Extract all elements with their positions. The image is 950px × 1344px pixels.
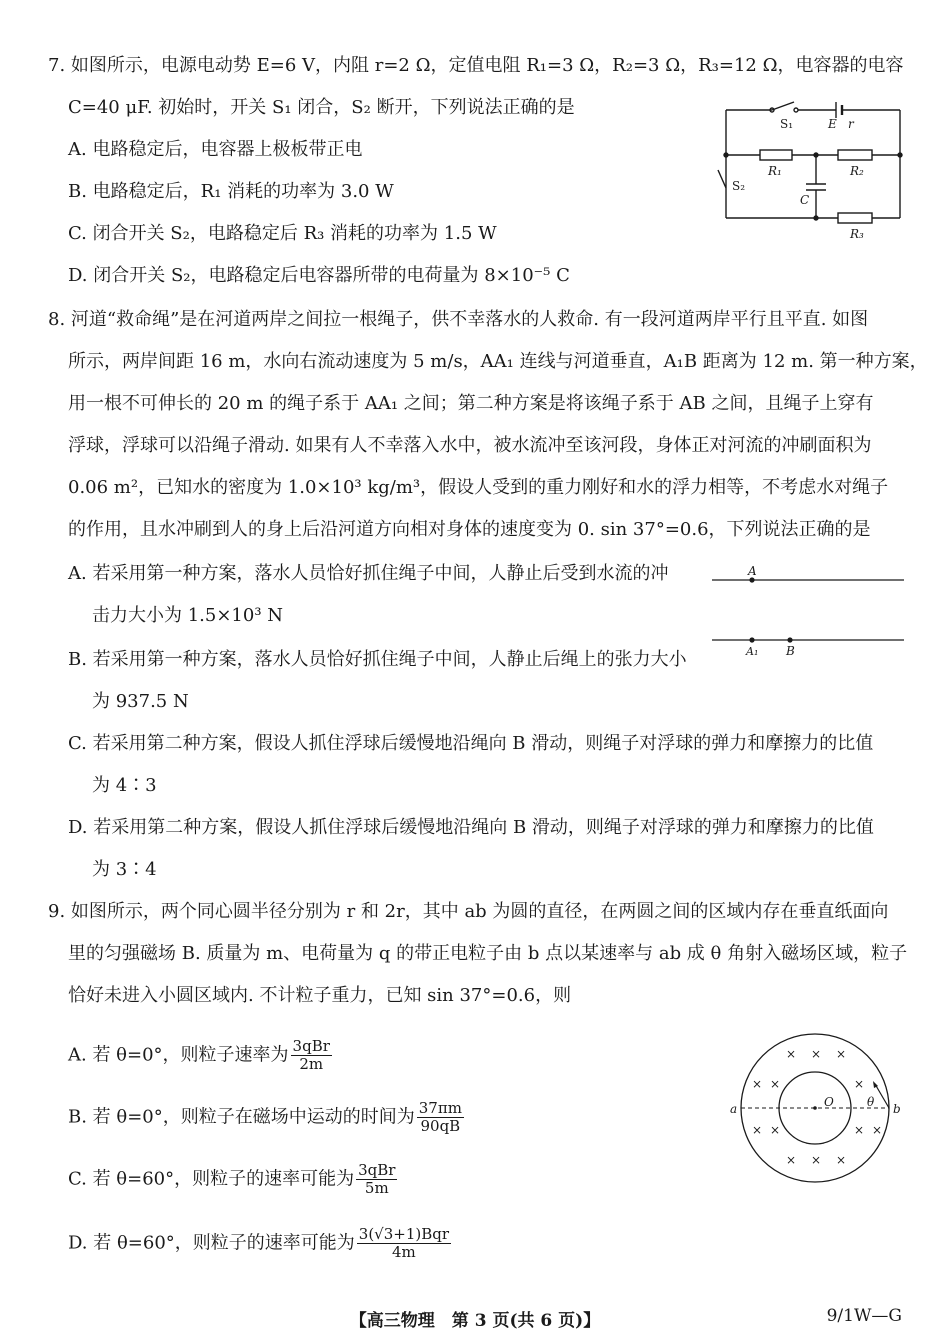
field-cross-3: ×: [836, 1047, 847, 1061]
q9-option-b-numerator: 37πm: [418, 1099, 462, 1117]
label-point-b: b: [893, 1102, 901, 1116]
q7-option-a: A. 电路稳定后，电容器上极板带正电: [68, 139, 363, 160]
q9-option-c: [68, 1162, 399, 1197]
q9-option-d-denominator: 4m: [392, 1243, 416, 1261]
field-cross-5: ×: [770, 1077, 781, 1091]
q8-river-diagram: [708, 562, 908, 662]
q9-option-a-text: A. 若 θ=0°，则粒子速率为: [68, 1044, 289, 1066]
label-theta: θ: [867, 1095, 875, 1109]
label-c: C: [800, 193, 810, 207]
label-r1: R₁: [768, 164, 782, 178]
q9-option-c-text: C. 若 θ=60°，则粒子的速率可能为: [68, 1168, 355, 1190]
label-s2: S₂: [732, 179, 746, 193]
q9-option-c-numerator: 3qBr: [358, 1161, 396, 1179]
field-cross-4: ×: [752, 1077, 763, 1091]
q9-option-a-denominator: 2m: [299, 1055, 324, 1073]
q9-option-a: [68, 1038, 334, 1073]
label-r2: R₂: [850, 164, 864, 178]
q8-option-d-line1: D. 若采用第二种方案，假设人抓住浮球后缓慢地沿绳向 B 滑动，则绳子对浮球的弹力和摩擦力的比值: [68, 817, 874, 838]
q9-option-b-fraction: [417, 1100, 464, 1135]
q8-option-c-line2: 为 4∶3: [92, 775, 157, 796]
q7-option-d: D. 闭合开关 S₂，电路稳定后电容器所带的电荷量为 8×10⁻⁵ C: [68, 265, 570, 286]
q9-option-d: [68, 1226, 453, 1261]
field-cross-6: ×: [854, 1077, 865, 1091]
q9-option-c-fraction: [356, 1162, 397, 1197]
q9-magnetic-field-diagram: [726, 1030, 906, 1186]
q8-stem-line1: 8. 河道“救命绳”是在河道两岸之间拉一根绳子，供不幸落水的人救命. 有一段河道两岸平行且平直. 如图: [48, 309, 869, 330]
field-cross-7: ×: [752, 1123, 763, 1137]
label-r3: R₃: [850, 227, 864, 241]
q9-option-b-text: B. 若 θ=0°，则粒子在磁场中运动的时间为: [68, 1106, 415, 1128]
field-cross-1: ×: [786, 1047, 797, 1061]
q8-option-b-line1: B. 若采用第一种方案，落水人员恰好抓住绳子中间，人静止后绳上的张力大小: [68, 649, 687, 670]
label-r: r: [848, 117, 854, 131]
q9-stem-line2: 里的匀强磁场 B. 质量为 m、电荷量为 q 的带正电粒子由 b 点以某速率与 ab 成 θ 角射入磁场区域，粒子: [68, 943, 908, 964]
q7-circuit-diagram: [712, 100, 912, 245]
q9-stem-line1: 9. 如图所示，两个同心圆半径分别为 r 和 2r，其中 ab 为圆的直径，在两圆之间的区域内存在垂直纸面向: [48, 901, 889, 922]
q8-stem-line6: 的作用，且水冲刷到人的身上后沿河道方向相对身体的速度变为 0. sin 37°=0.6，下列说法正确的是: [68, 519, 871, 540]
label-a1: A₁: [746, 645, 759, 658]
q9-option-d-text: D. 若 θ=60°，则粒子的速率可能为: [68, 1232, 355, 1254]
label-s1: S₁: [780, 117, 794, 131]
q7-stem-line2: C=40 μF. 初始时，开关 S₁ 闭合，S₂ 断开，下列说法正确的是: [68, 97, 575, 118]
field-cross-2: ×: [811, 1047, 822, 1061]
q7-option-b: B. 电路稳定后，R₁ 消耗的功率为 3.0 W: [68, 181, 394, 202]
field-cross-8: ×: [770, 1123, 781, 1137]
q8-option-a-line1: A. 若采用第一种方案，落水人员恰好抓住绳子中间，人静止后受到水流的冲: [68, 563, 669, 584]
q8-stem-line5: 0.06 m²，已知水的密度为 1.0×10³ kg/m³，假设人受到的重力刚好和水的浮力相等，不考虑水对绳子: [68, 477, 889, 498]
q9-option-a-numerator: 3qBr: [292, 1037, 330, 1055]
q9-option-b-denominator: 90qB: [420, 1117, 461, 1135]
q9-stem-line3: 恰好未进入小圆区域内. 不计粒子重力，已知 sin 37°=0.6，则: [68, 985, 572, 1006]
label-point-a: a: [730, 1102, 738, 1116]
q9-option-c-denominator: 5m: [364, 1179, 389, 1197]
q7-stem-line1: 7. 如图所示，电源电动势 E=6 V，内阻 r=2 Ω，定值电阻 R₁=3 Ω，R₂=3 Ω，R₃=12 Ω，电容器的电容: [48, 55, 904, 76]
label-center-o: O: [824, 1095, 834, 1109]
field-cross-11: ×: [786, 1153, 797, 1167]
q8-stem-line3: 用一根不可伸长的 20 m 的绳子系于 AA₁ 之间；第二种方案是将该绳子系于 AB 之间，且绳子上穿有: [68, 393, 874, 414]
field-cross-13: ×: [836, 1153, 847, 1167]
q8-stem-line4: 浮球，浮球可以沿绳子滑动. 如果有人不幸落入水中，被水流冲至该河段，身体正对河流的冲刷面积为: [68, 435, 872, 456]
page-footer: 【高三物理 第 3 页(共 6 页)】: [349, 1311, 601, 1331]
q7-option-c: C. 闭合开关 S₂，电路稳定后 R₃ 消耗的功率为 1.5 W: [68, 223, 497, 244]
q9-option-a-fraction: [291, 1038, 332, 1073]
q9-option-d-numerator: 3(√3+1)Bqr: [358, 1225, 450, 1243]
q9-option-d-fraction: [357, 1226, 451, 1261]
label-b: B: [786, 644, 795, 658]
field-cross-10: ×: [872, 1123, 883, 1137]
label-e: E: [828, 117, 837, 131]
paper-code: 9/1W—G: [826, 1306, 902, 1326]
q8-option-b-line2: 为 937.5 N: [92, 691, 189, 712]
q8-stem-line2: 所示，两岸间距 16 m，水向右流动速度为 5 m/s，AA₁ 连线与河道垂直，A₁B 距离为 12 m. 第一种方案，: [68, 351, 928, 372]
q8-option-a-line2: 击力大小为 1.5×10³ N: [92, 605, 284, 626]
q8-option-c-line1: C. 若采用第二种方案，假设人抓住浮球后缓慢地沿绳向 B 滑动，则绳子对浮球的弹力和摩擦力的比值: [68, 733, 874, 754]
label-a: A: [748, 564, 757, 578]
field-cross-12: ×: [811, 1153, 822, 1167]
field-cross-9: ×: [854, 1123, 865, 1137]
q8-option-d-line2: 为 3∶4: [92, 859, 157, 880]
q9-option-b: [68, 1100, 466, 1135]
